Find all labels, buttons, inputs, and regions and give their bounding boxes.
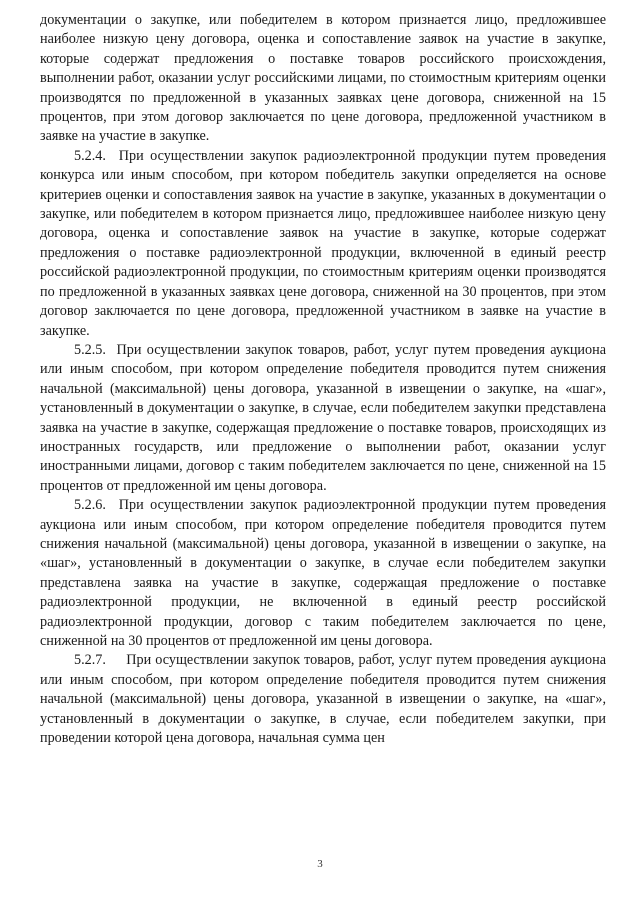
paragraph-5-2-6 [40, 496, 606, 651]
paragraph-text: При осуществлении закупок радиоэлектронной продукции путем проведения аукциона или иным способом, при котором определение победителя проводится путем снижения начальной (максимальной) цены договора, указанной в извещении о закупке, на «шаг», установленный в документации о закупке, в случае если победителем закупки представлена заявка на участие в закупке, содержащая предложение о поставке радиоэлектронной продукции, не включенной в единый реестр российской радиоэлектронной продукции, договор с таким победителем заключается по цене, сниженной на 30 процентов от предложенной им цены договора. [40, 497, 606, 649]
paragraph-text: При осуществлении закупок товаров, работ, услуг путем проведения аукциона или иным способом, при котором определение победителя проводится путем снижения начальной (максимальной) цены договора, указанной в извещении о закупке, на «шаг», установленный в документации о закупке, в случае, если победителем закупки представлена заявка на участие в закупке, содержащая предложение о поставке товаров, происходящих из иностранных государств, или предложение о выполнении работ, оказании услуг иностранными лицами, договор с таким победителем заключается по цене, сниженной на 15 процентов от предложенной им цены договора. [40, 341, 607, 494]
paragraph-text: При осуществлении закупок товаров, работ, услуг путем проведения аукциона или иным способом, при котором определение победителя проводится путем снижения начальной (максимальной) цены договора, указанной в извещении о закупке, на «шаг», установленный в документации о закупке, в случае, если победителем закупки, при проведении которой цена договора, начальная сумма цен [40, 652, 607, 747]
paragraph-5-2-5 [40, 341, 606, 496]
paragraph-continuation [40, 11, 606, 147]
paragraph-number: 5.2.7. [74, 652, 106, 669]
document-body [40, 11, 606, 748]
paragraph-number: 5.2.4. [74, 147, 106, 164]
paragraph-5-2-7 [40, 651, 606, 748]
page-number: 3 [317, 858, 323, 870]
paragraph-text: документации о закупке, или победителем в котором признается лицо, предложившее наиболее низкую цену договора, оценка и сопоставление заявок на участие в закупке, которые содержат предложения о поставке товаров российского происхождения, выполнении работ, оказании услуг российскими лицами, по стоимостным критериям оценки производятся по предложенной в указанных заявках цене договора, сниженной на 15 процентов, при этом договор заключается по цене договора, предложенной участником в заявке на участие в закупке. [40, 12, 606, 145]
paragraph-text: При осуществлении закупок радиоэлектронной продукции путем проведения конкурса или иным способом, при котором победитель закупки определяется на основе критериев оценки и сопоставления заявок на участие в закупке, указанных в документации о закупке, или победителем в котором признается лицо, предложившее наиболее низкую цену договора, оценка и сопоставление заявок на участие в закупке, которые содержат предложения о поставке радиоэлектронной продукции, включенной в единый реестр российской радиоэлектронной продукции, по стоимостным критериям оценки производятся по предложенной в указанных заявках цене договора, сниженной на 30 процентов, при этом договор заключается по цене договора, предложенной участником в заявке на участие в закупке. [40, 147, 606, 339]
paragraph-5-2-4 [40, 147, 606, 341]
paragraph-number: 5.2.5. [74, 341, 106, 358]
paragraph-number: 5.2.6. [74, 497, 106, 514]
